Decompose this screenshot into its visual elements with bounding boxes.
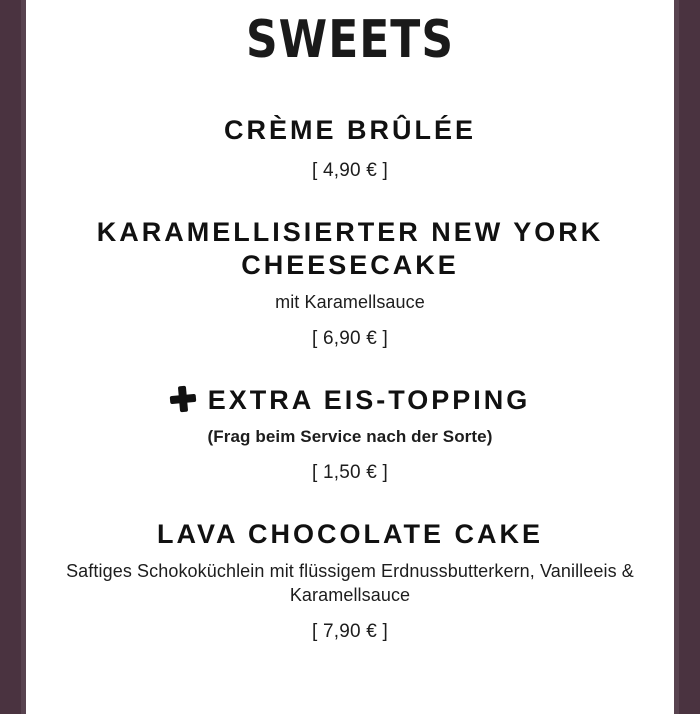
menu-item-price: [ 1,50 € ] (312, 461, 388, 483)
menu-item (40, 216, 660, 350)
menu-item-description: (Frag beim Service nach der Sorte) (207, 427, 493, 447)
menu-item-name-text: LAVA CHOCOLATE CAKE (157, 518, 543, 549)
menu-item-name-text: KARAMELLISIERTER NEW YORK CHEESECAKE (96, 217, 604, 281)
menu-item (40, 384, 660, 484)
plus-icon (170, 386, 196, 412)
menu-item-name-text: CRÈME BRÛLÉE (223, 115, 476, 146)
menu-left-border (0, 0, 26, 714)
menu-right-border (674, 0, 700, 714)
menu-item-list (40, 114, 660, 642)
menu-item-name-text: EXTRA EIS-TOPPING (207, 385, 531, 416)
menu-item-description: mit Karamellsauce (275, 292, 425, 313)
menu-item-description: Saftiges Schokoküchlein mit flüssigem Erdnussbutterkern, Vanilleeis & Karamellsauce (66, 560, 634, 605)
menu-item-price: [ 4,90 € ] (312, 160, 388, 182)
page-title: SWEETS (245, 9, 455, 70)
menu-item-name (40, 518, 660, 551)
menu-item-price: [ 6,90 € ] (312, 328, 388, 350)
menu-item-name (40, 114, 660, 147)
menu-page (26, 0, 674, 714)
menu-item-name (40, 216, 660, 282)
menu-item-name (40, 384, 660, 417)
menu-item (40, 114, 660, 182)
menu-item (40, 518, 660, 643)
menu-item-price: [ 7,90 € ] (312, 620, 388, 642)
